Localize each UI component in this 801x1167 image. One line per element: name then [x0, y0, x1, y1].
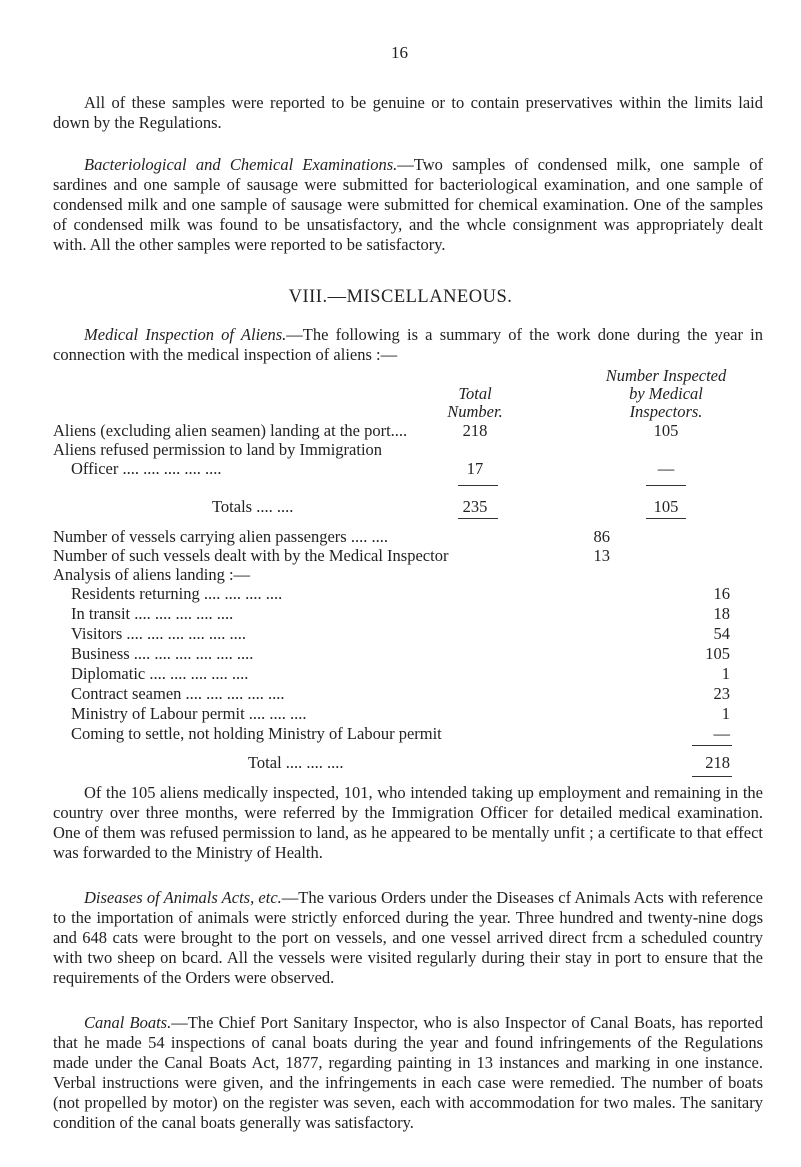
analysis-row-label: Coming to settle, not holding Ministry of Labour permit [71, 724, 442, 743]
inspected-header-line2: by Medical [629, 384, 703, 403]
analysis-total-value: 218 [705, 753, 730, 772]
canal-heading: Canal Boats. [84, 1013, 172, 1032]
aliens-text: —The following is a summary of the work done during the year in connection with the medical inspection of aliens :— [53, 325, 763, 364]
bacteriological-heading: Bacteriological and Chemical Examinations. [84, 155, 398, 174]
page-number: 16 [391, 43, 408, 62]
analysis-row-value: 16 [713, 584, 730, 603]
diseases-heading: Diseases of Animals Acts, etc. [84, 888, 282, 907]
totals-inspected: 105 [653, 497, 679, 516]
vessels-dealt-label: Number of such vessels dealt with by the Medical Inspector [53, 546, 449, 565]
refused-row-label-line2: Officer .... .... .... .... .... [71, 459, 222, 478]
medically-inspected-paragraph [53, 783, 763, 863]
totals-rule-bottom-col1 [458, 518, 498, 519]
medically-inspected-text: Of the 105 aliens medically inspected, 101, who intended taking up employment and remaining in the country over three months, were referred by the Immigration Officer for detailed medical examination. One of them was refused permission to land, as he appeared to be mentally unfit ; a certificate to that effect was forwarded to the Ministry of Health. [53, 783, 763, 862]
total-header-line1: Total [458, 384, 492, 403]
inspected-header-line3: Inspectors. [629, 402, 703, 421]
analysis-row-value: 54 [713, 624, 730, 643]
analysis-row-value: 1 [721, 704, 730, 723]
bacteriological-text: —Two samples of condensed milk, one sample of sardines and one sample of sausage were submitted for bacteriological examination, and one sample of condensed milk and one sample of sausage were submitted for chemical examination. One of the samples of condensed milk was found to be unsatisfactory, and the whcle consignment was appropriately dealt with. All the other samples were reported to be satisfactory. [53, 155, 763, 254]
analysis-total-label: Total .... .... .... [248, 753, 344, 772]
aliens-row-inspected: 105 [653, 421, 679, 440]
diseases-text: —The various Orders under the Diseases cf Animals Acts with reference to the importation of animals were strictly enforced during the year. Three hundred and twenty-nine dogs and 648 cats were brought to the port on vessels, and one vessel arrived direct frcm a scheduled country with two sheep on bcard. All the vessels were visited regularly during their stay in port to ensure that the requirements of the Orders were observed. [53, 888, 763, 987]
analysis-row-label: Business .... .... .... .... .... .... [71, 644, 254, 663]
analysis-row-value: 23 [713, 684, 730, 703]
vessels-carrying-label: Number of vessels carrying alien passengers .... .... [53, 527, 388, 546]
intro-text: All of these samples were reported to be genuine or to contain preservatives within the limits laid down by the Regulations. [53, 93, 763, 132]
refused-row-label-line1: Aliens refused permission to land by Immigration [53, 440, 383, 459]
aliens-heading: Medical Inspection of Aliens. [84, 325, 287, 344]
canal-paragraph [53, 1013, 763, 1133]
refused-row-total: 17 [466, 459, 484, 478]
analysis-row-value: 18 [713, 604, 730, 623]
analysis-label: Analysis of aliens landing :— [53, 565, 251, 584]
aliens-paragraph [53, 325, 763, 365]
refused-row-inspected: — [657, 459, 675, 478]
section-title: VIII.—MISCELLANEOUS. [288, 287, 513, 307]
canal-text: —The Chief Port Sanitary Inspector, who is also Inspector of Canal Boats, has reported that he made 54 inspections of canal boats during the year and found infringements of the Regulations made under the Canal Boats Act, 1877, regarding painting in 13 instances and marking in one instance. Verbal instructions were given, and the infringements in each case were remedied. The number of boats (not propelled by motor) on the register was seven, each with accommodation for two males. The sanitary condition of the canal boats generally was satisfactory. [53, 1013, 763, 1132]
totals-rule-bottom-col2 [646, 518, 686, 519]
total-header-line2: Number. [447, 402, 503, 421]
vessels-carrying-value: 86 [593, 527, 610, 546]
vessels-dealt-value: 13 [593, 546, 610, 565]
analysis-row-label: In transit .... .... .... .... .... [71, 604, 234, 623]
intro-paragraph [53, 93, 763, 133]
bacteriological-paragraph [53, 155, 763, 255]
analysis-row-label: Residents returning .... .... .... .... [71, 584, 283, 603]
analysis-row-label: Visitors .... .... .... .... .... .... [71, 624, 247, 643]
inspected-header-line1: Number Inspected [605, 366, 727, 385]
analysis-row-value: 105 [705, 644, 730, 663]
analysis-total-rule-top [692, 745, 732, 746]
analysis-row-label: Diplomatic .... .... .... .... .... [71, 664, 249, 683]
analysis-row-label: Contract seamen .... .... .... .... .... [71, 684, 285, 703]
totals-label: Totals .... .... [212, 497, 294, 516]
aliens-row-label: Aliens (excluding alien seamen) landing at the port.... [53, 421, 408, 440]
analysis-row-label: Ministry of Labour permit .... .... .... [71, 704, 307, 723]
aliens-row-total: 218 [462, 421, 488, 440]
analysis-row-value: 1 [721, 664, 730, 683]
analysis-total-rule-bottom [692, 776, 732, 777]
analysis-row-value: — [713, 724, 730, 743]
diseases-paragraph [53, 888, 763, 988]
totals-total: 235 [462, 497, 488, 516]
totals-rule-top-col1 [458, 485, 498, 486]
totals-rule-top-col2 [646, 485, 686, 486]
